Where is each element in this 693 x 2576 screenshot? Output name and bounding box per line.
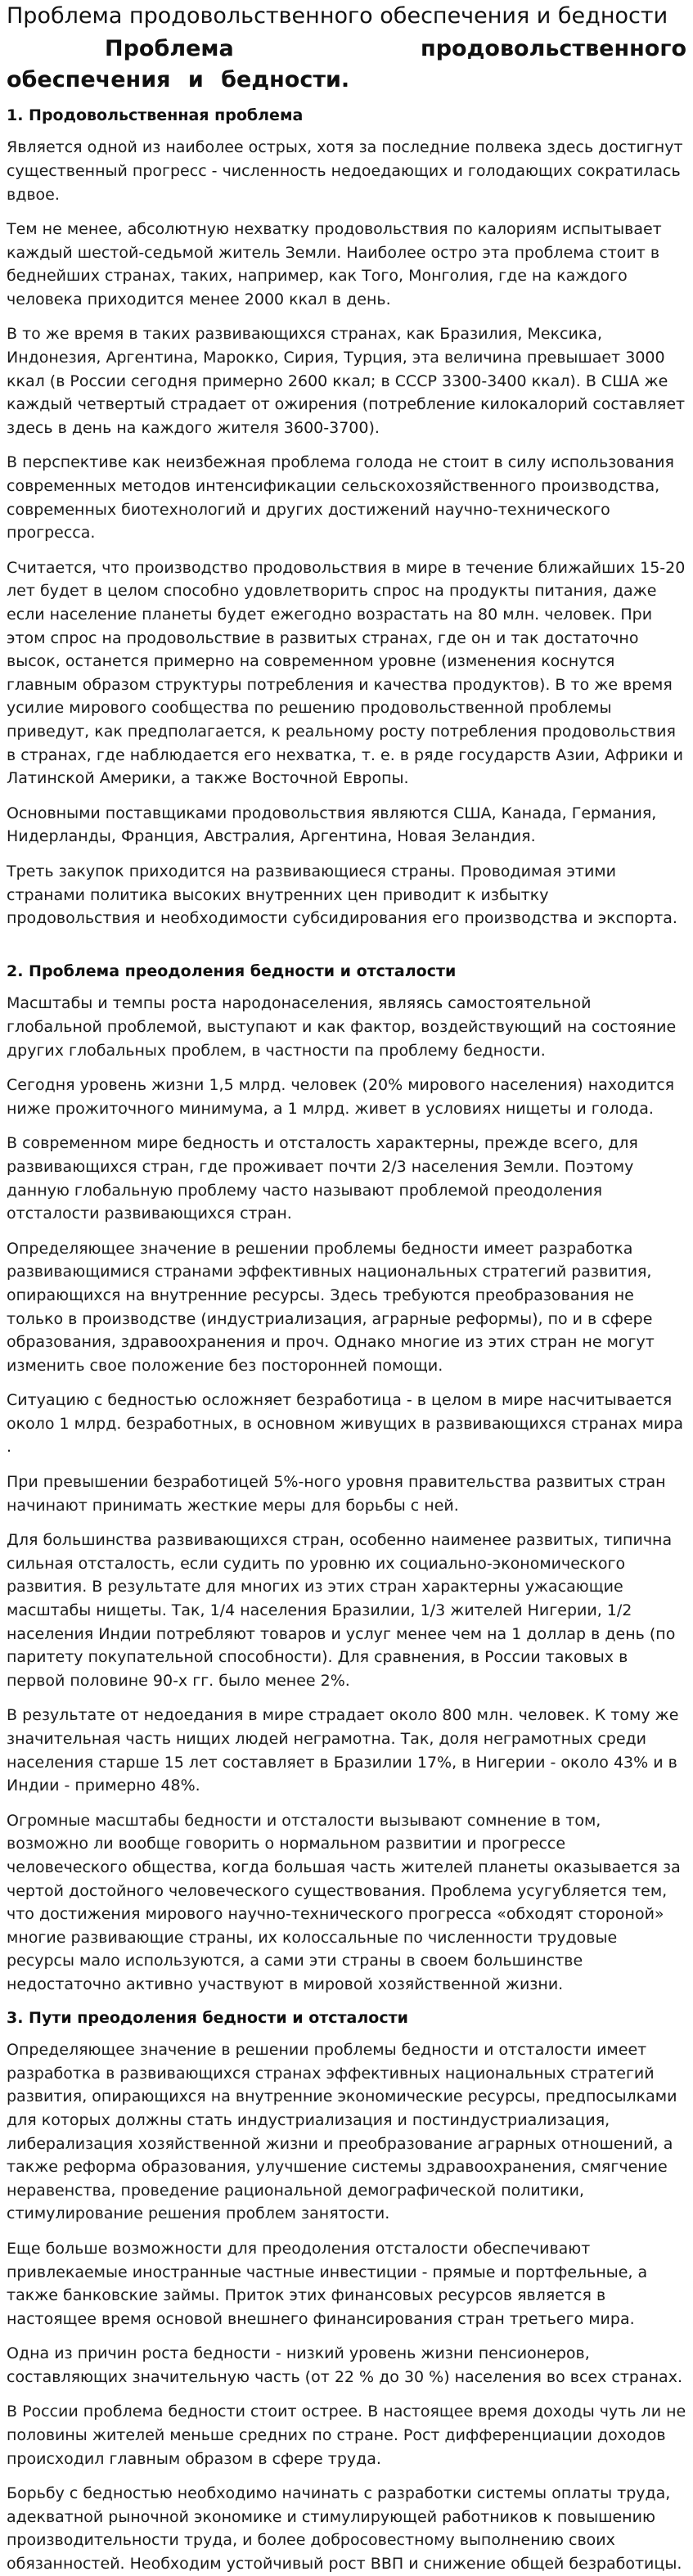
- paragraph: Сегодня уровень жизни 1,5 млрд. человек (20% мирового населения) находится ниже прожиточного минимума, а 1 млрд. живет в условиях нищеты и голода.: [7, 1076, 675, 1118]
- paragraph: В перспективе как неизбежная проблема голода не стоит в силу использования современных методов интенсификации сельскохозяйственного производства, современных биотехнологий и других достижений научно-технического прогресса.: [7, 453, 674, 543]
- paragraph: Для большинства развивающихся стран, особенно наименее развитых, типична сильная отсталость, если судить по уровню их социально-экономического развития. В результате для многих из этих стран характерны ужасающие масштабы нищеты. Так, 1/4 населения Бразилии, 1/3 жителей Нигерии, 1/2 населения Индии потребляют товаров и услуг менее чем на 1 доллар в день (по паритету покупательной способности). Для сравнения, в России таковых в первой половине 90-х гг. было менее 2%.: [7, 1531, 676, 1690]
- section-ways-to-overcome: [7, 2008, 686, 2576]
- paragraph: Определяющее значение в решении проблемы бедности и отсталости имеет разработка в развивающихся странах эффективных национальных стратегий развития, опирающихся на внутренние экономические ресурсы, предпосылками для которых должны стать индустриализация и постиндустриализация, либерализация хозяйственной жизни и преобразование аграрных отношений, а также реформа образования, улучшение системы здравоохранения, смягчение неравенства, проведение рациональной демографической политики, стимулирование решения проблем занятости.: [7, 2041, 677, 2223]
- paragraph: Ситуацию с бедностью осложняет безработица - в целом в мире насчитывается около 1 млрд. безработных, в основном живущих в развивающихся странах мира .: [7, 1391, 683, 1457]
- paragraph: Тем не менее, абсолютную нехватку продовольствия по калориям испытывает каждый шестой-седьмой житель Земли. Наиболее остро эта проблема стоит в беднейших странах, таких, например, как Того, Монголия, где на каждого человека приходится менее 2000 ккал в день.: [7, 220, 662, 308]
- paragraph: В России проблема бедности стоит острее. В настоящее время доходы чуть ли не половины жителей меньше средних по стране. Рост дифференциации доходов происходил главным образом в сфере труда.: [7, 2403, 686, 2468]
- paragraph: Огромные масштабы бедности и отсталости вызывают сомнение в том, возможно ли вообще говорить о нормальном развитии и прогрессе человеческого общества, когда большая часть жителей планеты оказывается за чертой достойного человеческого существования. Проблема усугубляется тем, что достижения мирового научно-технического прогресса «обходят стороной» многие развивающие страны, их колоссальные по численности трудовые ресурсы мало используются, а сами эти страны в своем большинстве недостаточно активно участвуют в мировой хозяйственной жизни.: [7, 1811, 681, 1993]
- article-heading: Проблема продовольственного обеспечения и бедности.: [7, 36, 686, 92]
- section-food-problem: [7, 106, 686, 930]
- section-poverty-problem: [7, 961, 686, 1997]
- section-title: 2. Проблема преодоления бедности и отсталости: [7, 961, 457, 980]
- section-title: 1. Продовольственная проблема: [7, 106, 304, 124]
- paragraph: При превышении безработицей 5%-ного уровня правительства развитых стран начинают принимать жесткие меры для борьбы с ней.: [7, 1473, 666, 1515]
- paragraph: Считается, что производство продовольствия в мире в течение ближайших 15-20 лет будет в целом способно удовлетворить спрос на продукты питания, даже если население планеты будет ежегодно возрастать на 80 млн. человек. При этом спрос на продовольствие в развитых странах, где он и так достаточно высок, останется примерно на современном уровне (изменения коснутся главным образом структуры потребления и качества продуктов). В то же время усилие мирового сообщества по решению продовольственной проблемы приведут, как предполагается, к реальному росту потребления продовольствия в странах, где наблюдается его нехватка, т. е. в ряде государств Азии, Африки и Латинской Америки, а также Восточной Европы.: [7, 558, 686, 788]
- paragraph: Определяющее значение в решении проблемы бедности имеет разработка развивающимися странами эффективных национальных стратегий развития, опирающихся на внутренние ресурсы. Здесь требуются преобразования не только в производстве (индустриализация, аграрные реформы), по и в сфере образования, здравоохранения и проч. Однако многие из этих стран не могут изменить свое положение без посторонней помощи.: [7, 1239, 655, 1375]
- paragraph: Еще больше возможности для преодоления отсталости обеспечивают привлекаемые иностранные частные инвестиции - прямые и портфельные, а также банковские займы. Приток этих финансовых ресурсов является в настоящее время основой внешнего финансирования стран третьего мира.: [7, 2239, 648, 2328]
- paragraph: В современном мире бедность и отсталость характерны, прежде всего, для развивающихся стран, где проживает почти 2/3 населения Земли. Поэтому данную глобальную проблему часто называют проблемой преодоления отсталости развивающихся стран.: [7, 1134, 638, 1223]
- paragraph: Является одной из наиболее острых, хотя за последние полвека здесь достигнут существенный прогресс - численность недоедающих и голодающих сократилась вдвое.: [7, 138, 683, 204]
- paragraph: Одна из причин роста бедности - низкий уровень жизни пенсионеров, составляющих значительную часть (от 22 % до 30 %) населения во всех странах.: [7, 2344, 682, 2386]
- paragraph: Масштабы и темпы роста народонаселения, являясь самостоятельной глобальной проблемой, выступают и как фактор, воздействующий на состояние других глобальных проблем, в частности па проблему бедности.: [7, 994, 677, 1060]
- paragraph: Борьбу с бедностью необходимо начинать с разработки системы оплаты труда, адекватной рыночной экономике и стимулирующей работников к повышению производительности труда, и более добросовестному выполнению своих обязанностей. Необходим устойчивый рост ВВП и снижение общей безработицы.: [7, 2484, 682, 2574]
- paragraph: В результате от недоедания в мире страдает около 800 млн. человек. К тому же значительная часть нищих людей неграмотна. Так, доля неграмотных среди населения старше 15 лет составляет в Бразилии 17%, в Нигерии - около 43% и в Индии - примерно 48%.: [7, 1706, 679, 1795]
- paragraph: Треть закупок приходится на развивающиеся страны. Проводимая этими странами политика высоких внутренних цен приводит к избытку продовольствия и необходимости субсидирования его производства и экспорта.: [7, 862, 677, 928]
- paragraph: В то же время в таких развивающихся странах, как Бразилия, Мексика, Индонезия, Аргентина, Марокко, Сирия, Турция, эта величина превышает 3000 ккал (в России сегодня примерно 2600 ккал; в СССР 3300-3400 ккал). В США же каждый четвертый страдает от ожирения (потребление килокалорий составляет здесь в день на каждого жителя 3600-3700).: [7, 325, 686, 437]
- document-title: Проблема продовольственного обеспечения и бедности: [7, 3, 668, 29]
- paragraph: Основными поставщиками продовольствия являются США, Канада, Германия, Нидерланды, Франция, Австралия, Аргентина, Новая Зеландия.: [7, 804, 657, 846]
- section-title: 3. Пути преодоления бедности и отсталости: [7, 2008, 408, 2027]
